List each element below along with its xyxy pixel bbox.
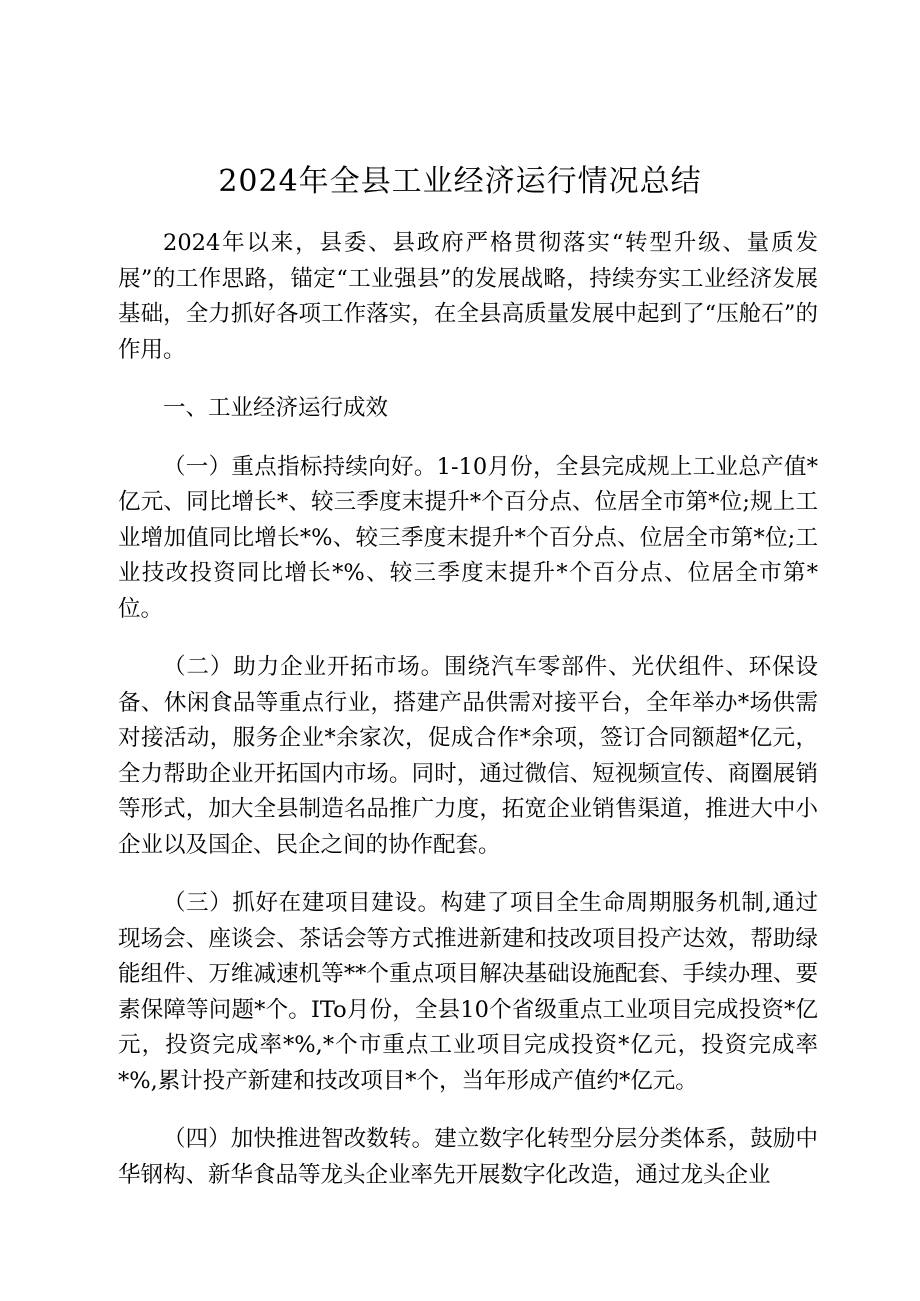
document-title: 2024年全县工业经济运行情况总结 <box>218 164 702 199</box>
document-body <box>118 226 818 1216</box>
section-heading: 一、工业经济运行成效 <box>163 395 389 421</box>
paragraph-project-construction: （三）抓好在建项目建设。构建了项目全生命周期服务机制,通过现场会、座谈会、茶话会等方式推进新建和技改项目投产达效，帮助绿能组件、万维减速机等**个重点项目解决基础设施配套、手续办理、要素保障等问题*个。ITo月份，全县10个省级重点工业项目完成投资*亿元，投资完成率*%,*个市重点工业项目完成投资*亿元，投资完成率*%,累计投产新建和技改项目*个，当年形成产值约*亿元。 <box>118 890 818 1094</box>
paragraph-key-indicators: （一）重点指标持续向好。1-10月份，全县完成规上工业总产值*亿元、同比增长*、较三季度末提升*个百分点、位居全市第*位;规上工业增加值同比增长*%、较三季度末提升*个百分点、位居全市第*位;工业技改投资同比增长*%、较三季度末提升*个百分点、位居全市第*位。 <box>118 453 818 622</box>
intro-paragraph: 2024年以来，县委、县政府严格贯彻落实“转型升级、量质发展”的工作思路，锚定“工业强县”的发展战略，持续夯实工业经济发展基础，全力抓好各项工作落实，在全县高质量发展中起到了“压舱石”的作用。 <box>118 230 818 363</box>
paragraph-market-expansion: （二）助力企业开拓市场。围绕汽车零部件、光伏组件、环保设备、休闲食品等重点行业，搭建产品供需对接平台，全年举办*场供需对接活动，服务企业*余家次，促成合作*余项，签订合同额超*亿元，全力帮助企业开拓国内市场。同时，通过微信、短视频宣传、商圈展销等形式，加大全县制造名品推广力度，拓宽企业销售渠道，推进大中小企业以及国企、民企之间的协作配套。 <box>118 654 818 858</box>
paragraph-digital-transformation: （四）加快推进智改数转。建立数字化转型分层分类体系，鼓励中华钢构、新华食品等龙头企业率先开展数字化改造，通过龙头企业 <box>118 1126 818 1188</box>
